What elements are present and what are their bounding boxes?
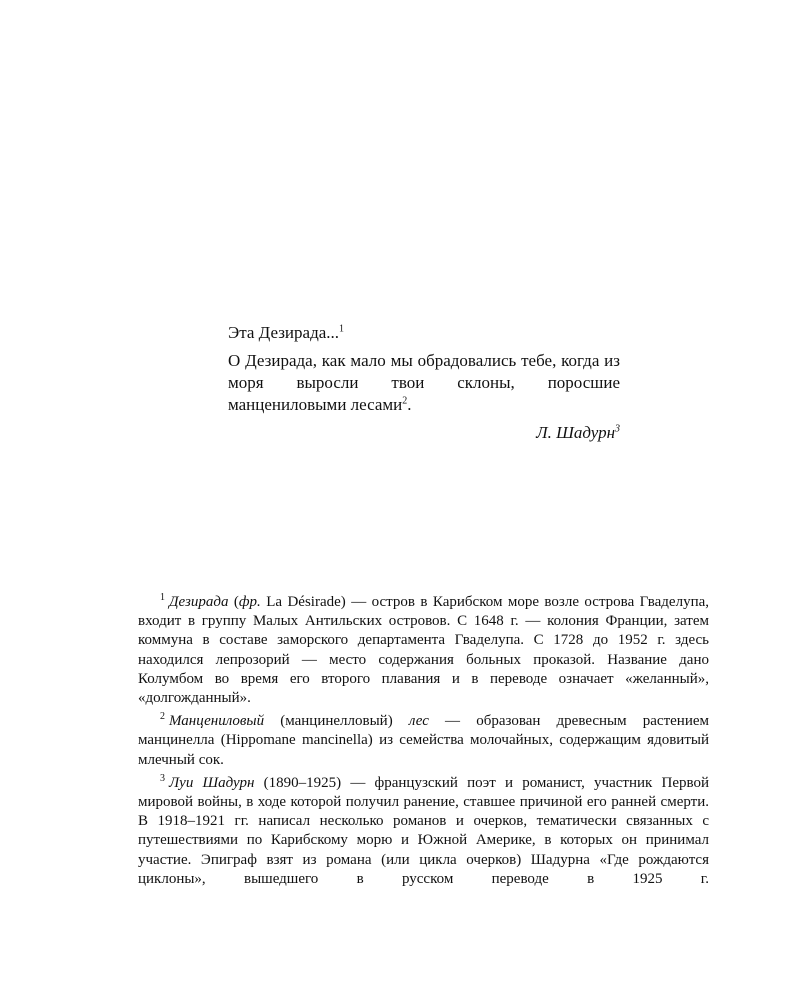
footnote-3: [138, 774, 709, 889]
epigraph-quote-footnote-ref: 2: [402, 395, 408, 407]
footnote-term: Манцениловый: [169, 713, 265, 730]
epigraph-title: [228, 322, 620, 344]
footnote-term: Дезирада: [169, 594, 229, 610]
footnote-number: 3: [160, 772, 165, 784]
epigraph-author: [228, 422, 620, 444]
footnote-term-continued: лес: [408, 713, 429, 730]
footnote-text: — образован древесным растением манцинелла (Hippomane mancinella) из семейства молочайных, содержащим ядовитый млечный сок.: [138, 713, 709, 768]
footnote-text-fragment: (: [228, 594, 239, 610]
epigraph-title-text: Эта Дезирада...: [228, 323, 340, 342]
epigraph: [228, 322, 620, 444]
epigraph-quote: О Дезирада, как мало мы обрадовались тебе, когда из моря выросли твои склоны, поросшие манцениловыми лесами$^2$.: [228, 351, 620, 414]
footnote-number: 1: [160, 592, 165, 603]
epigraph-quote-text: О Дезирада, как мало мы обрадовались тебе, когда из моря выросли твои склоны, поросшие манцениловыми лесами: [228, 351, 620, 414]
epigraph-title-footnote-ref: 1: [339, 323, 345, 335]
epigraph-author-name: Л. Шадурн: [536, 423, 615, 442]
footnote-abbreviation: фр.: [238, 594, 261, 610]
footnote-number: 2: [160, 711, 165, 723]
footnote-2: [138, 712, 709, 770]
footnote-text-fragment: (манцинелловый): [264, 713, 409, 730]
footnote-text: La Désirade) — остров в Карибском море возле острова Гваделупа, входит в группу Малых Антильских островов. С 1648 г. — колония Франции, затем коммуна в составе заморского департамента Гваделупа. С 1728 до 1952 г. здесь находился лепрозорий — место содержания больных проказой. Название дано Колумбом во время его второго плавания и в переводе означает «желанный», «долгожданный».: [138, 594, 710, 707]
epigraph-author-footnote-ref: 3: [615, 423, 620, 435]
footnote-1: [138, 593, 709, 708]
footnote-text: (1890–1925) — французский поэт и романист, участник Первой мировой войны, в ходе которой получил ранение, ставшее причиной его ранней смерти. В 1918–1921 гг. написал несколько романов и очерков, тематически связанных с путешествиями по Карибскому морю и Южной Америке, в которых он принимал участие. Эпиграф взят из романа (или цикла очерков) Шадурна «Где рождаются циклоны», вышедшего в русском переводе в 1925 г.: [138, 774, 709, 887]
footnotes: [138, 593, 709, 893]
footnote-term: Луи Шадурн: [169, 774, 255, 791]
